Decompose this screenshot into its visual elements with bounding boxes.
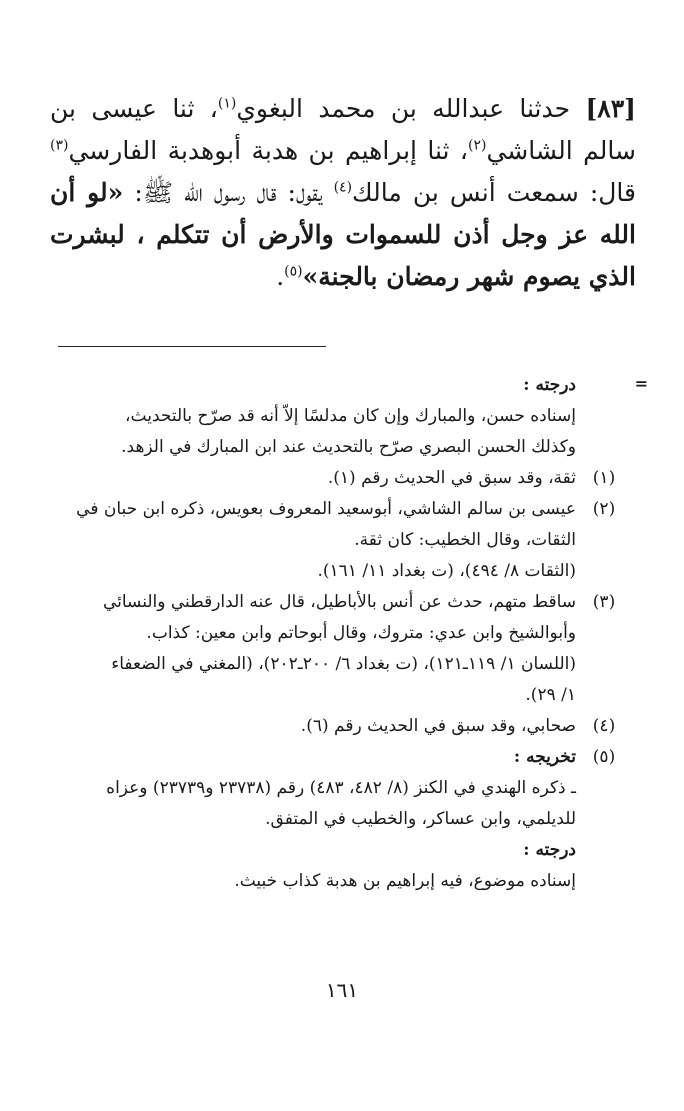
footnote-ref-4: (٤) [333, 179, 353, 196]
footnote-2 [52, 494, 628, 587]
daraja-block [52, 370, 628, 463]
footnote-line: وأبوالشيخ وابن عدي: متروك، وقال أبوحاتم وابن معين: كذاب. [146, 623, 576, 643]
footnotes [52, 370, 628, 897]
footnote-5 [52, 742, 628, 773]
footnote-ref-2: (٢) [468, 137, 487, 154]
takhrij-line: ـ ذكره الهندي في الكنز (٨/ ٤٨٢، ٤٨٣) رقم (٢٣٧٣٨ و٢٣٧٣٩) وعزاه [106, 778, 576, 798]
hadith-matn: «لو أن الله عز وجل أذن للسموات والأرض أن تتكلم ، لبشرت الذي يصوم شهر رمضان بالجنة» [50, 178, 636, 291]
footnote-1 [52, 463, 628, 494]
isnad-part-3: ، ثنا إبراهيم بن هدبة أبوهدبة الفارسي [68, 136, 468, 165]
page-number: ١٦١ [325, 978, 359, 1002]
isnad-part-1: حدثنا عبدالله بن محمد البغوي [236, 94, 571, 123]
footnote-line: ١/ ٢٩). [525, 685, 576, 705]
footnote-number: (٢) [592, 499, 616, 519]
hadith-end: . [276, 262, 285, 291]
footnote-separator [58, 346, 326, 347]
isnad-part-4: قال: سمعت أنس بن مالك [352, 178, 636, 207]
footnote-3 [52, 587, 628, 711]
footnote-number: (٣) [592, 592, 616, 612]
daraja-heading: درجته : [523, 375, 576, 395]
footnote-number: (٥) [592, 747, 616, 767]
footnote-line: (الثقات ٨/ ٤٩٤)، (ت بغداد ١١/ ١٦١). [317, 561, 576, 581]
daraja-line: إسناده حسن، والمبارك وإن كان مدلسًا إلاّ أنه قد صرّح بالتحديث، [125, 406, 576, 426]
takhrij-block [52, 773, 628, 897]
footnote-line: ساقط متهم، حدث عن أنس بالأباطيل، قال عنه الدارقطني والنسائي [102, 592, 576, 612]
daraja2-heading: درجته : [523, 840, 576, 860]
footnote-line: (اللسان ١/ ١١٩ـ١٢١)، (ت بغداد ٦/ ٢٠٠ـ٢٠٢)، (المغني في الضعفاء [111, 654, 576, 674]
footnote-line: الثقات، وقال الخطيب: كان ثقة. [354, 530, 576, 550]
takhrij-heading: تخريجه : [513, 747, 576, 767]
footnote-ref-1: (١) [217, 95, 237, 112]
continuation-mark: = [634, 374, 648, 393]
footnote-number: (٤) [592, 716, 616, 736]
footnote-ref-3: (٣) [50, 137, 69, 154]
hadith-number: [٨٣] [585, 94, 636, 123]
footnote-line: عيسى بن سالم الشاشي، أبوسعيد المعروف بعويس، ذكره ابن حبان في [76, 499, 576, 519]
isnad-part-2: ، ثنا عيسى بن سالم الشاشي [50, 94, 636, 165]
footnote-number: (١) [592, 468, 616, 488]
hadith-text [50, 88, 636, 298]
footnote-4 [52, 711, 628, 742]
daraja2-line: إسناده موضوع، فيه إبراهيم بن هدبة كذاب خبيث. [234, 871, 576, 891]
footnote-ref-5: (٥) [284, 263, 303, 280]
daraja-line: وكذلك الحسن البصري صرّح بالتحديث عند ابن المبارك في الزهد. [121, 437, 576, 457]
footnote-line: ثقة، وقد سبق في الحديث رقم (١). [327, 468, 576, 488]
takhrij-line: للديلمي، وابن عساكر، والخطيب في المتفق. [265, 809, 576, 829]
isnad-part-5: يقول: قال رسول الله ﷺ: [123, 178, 334, 207]
footnote-line: صحابي، وقد سبق في الحديث رقم (٦). [300, 716, 576, 736]
